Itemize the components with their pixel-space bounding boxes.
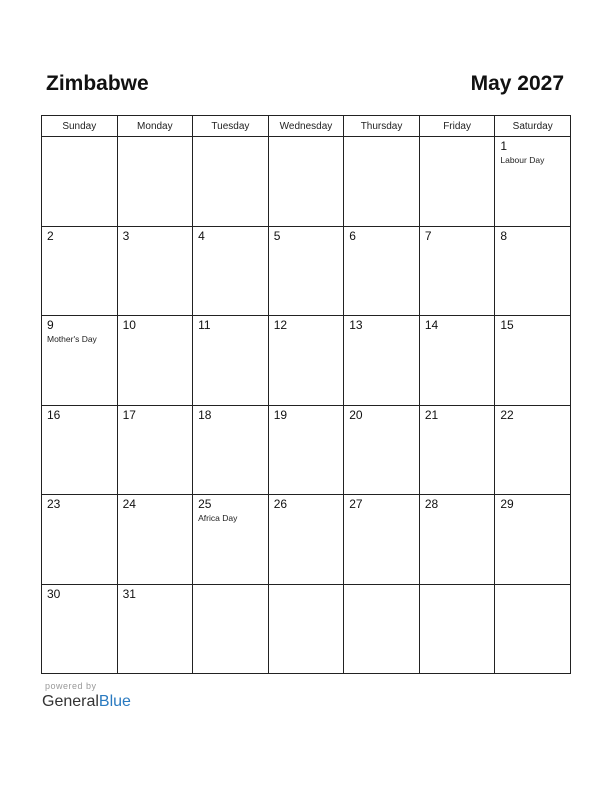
day-number: 17 [122, 407, 136, 422]
holiday-label [193, 243, 268, 245]
day-cell [495, 495, 571, 585]
holiday-label [420, 332, 495, 334]
day-cell [268, 495, 344, 585]
holiday-label [193, 588, 268, 590]
day-cell [268, 584, 344, 674]
day-number: 24 [122, 497, 136, 511]
day-cell [419, 495, 495, 585]
holiday-label [269, 332, 344, 334]
day-number: 13 [349, 318, 363, 332]
day-cell [42, 137, 118, 227]
holiday-label [42, 243, 117, 245]
holiday-label [118, 140, 193, 142]
weekday-header: Wednesday [268, 116, 344, 137]
holiday-label [269, 588, 344, 590]
holiday-label [344, 140, 419, 142]
logo-blue-text: Blue [98, 693, 131, 710]
weekday-header: Thursday [344, 116, 420, 137]
day-cell [42, 495, 118, 585]
day-number: 25 [198, 497, 212, 511]
day-cell [344, 405, 420, 495]
day-cell [344, 495, 420, 585]
day-cell [419, 316, 495, 406]
calendar-grid [41, 115, 571, 674]
weekday-header-row [42, 116, 571, 137]
day-cell [117, 316, 193, 406]
day-cell [495, 405, 571, 495]
day-number: 4 [198, 228, 205, 243]
day-cell [193, 584, 269, 674]
month-year-title: May 2027 [470, 72, 564, 95]
day-number: 23 [47, 497, 61, 511]
day-cell [193, 316, 269, 406]
holiday-label [42, 422, 117, 424]
day-number: 18 [198, 407, 212, 422]
week-row [42, 584, 571, 674]
day-cell [419, 226, 495, 316]
day-cell [117, 137, 193, 227]
week-row [42, 226, 571, 316]
holiday-label [193, 332, 268, 334]
holiday-label [420, 140, 495, 142]
weekday-header: Saturday [495, 116, 571, 137]
day-number: 28 [424, 497, 439, 511]
holiday-label [344, 332, 419, 334]
day-number: 30 [47, 586, 61, 601]
day-number: 27 [349, 497, 363, 511]
day-number: 20 [349, 407, 363, 422]
week-row [42, 137, 571, 227]
holiday-label [118, 332, 193, 334]
day-cell [344, 316, 420, 406]
holiday-label [344, 422, 419, 424]
day-number: 5 [273, 228, 281, 243]
holiday-label [118, 511, 193, 513]
holiday-label [495, 588, 570, 590]
holiday-label [42, 140, 117, 142]
logo-general-text: General [42, 693, 99, 710]
holiday-label [495, 332, 570, 334]
day-cell [495, 226, 571, 316]
day-cell [117, 495, 193, 585]
weekday-header: Friday [419, 116, 495, 137]
powered-by-label: powered by [45, 681, 97, 691]
holiday-label [269, 243, 344, 245]
day-number: 12 [273, 318, 288, 332]
weekday-header: Sunday [42, 116, 118, 137]
day-number: 1 [500, 139, 508, 153]
holiday-label [344, 511, 419, 513]
weekday-header: Tuesday [193, 116, 269, 137]
holiday-label [118, 601, 193, 603]
holiday-label [269, 511, 344, 513]
day-number: 7 [424, 228, 432, 243]
generalblue-brand[interactable] [42, 681, 131, 712]
holiday-label: Labour Day [500, 155, 545, 165]
holiday-label [495, 422, 570, 424]
holiday-label [420, 243, 495, 245]
holiday-label [420, 588, 495, 590]
holiday-label [269, 422, 344, 424]
day-cell [495, 584, 571, 674]
holiday-label: Africa Day [198, 513, 238, 523]
holiday-label [118, 243, 193, 245]
week-row [42, 495, 571, 585]
day-cell [117, 405, 193, 495]
holiday-label [193, 140, 268, 142]
day-cell [117, 226, 193, 316]
day-cell [495, 316, 571, 406]
day-number: 15 [500, 318, 514, 332]
day-cell [268, 226, 344, 316]
holiday-label [42, 601, 117, 603]
holiday-label: Mother's Day [47, 334, 97, 344]
day-cell [193, 137, 269, 227]
day-number: 16 [47, 407, 61, 422]
day-number: 21 [424, 407, 439, 422]
day-number: 6 [349, 228, 356, 243]
holiday-label [420, 422, 495, 424]
holiday-label [193, 422, 268, 424]
day-number: 3 [122, 228, 130, 243]
day-cell [42, 226, 118, 316]
day-cell [268, 137, 344, 227]
week-row [42, 316, 571, 406]
holiday-label [269, 140, 344, 142]
day-cell [268, 405, 344, 495]
holiday-label [42, 511, 117, 513]
day-cell [117, 584, 193, 674]
day-number: 31 [122, 586, 136, 601]
day-cell [268, 316, 344, 406]
holiday-label [344, 588, 419, 590]
day-cell [193, 226, 269, 316]
day-cell [42, 316, 118, 406]
day-number: 10 [122, 318, 136, 332]
day-number: 11 [198, 318, 211, 332]
day-cell [193, 495, 269, 585]
day-cell [419, 137, 495, 227]
day-number: 14 [424, 318, 439, 332]
day-cell [193, 405, 269, 495]
holiday-label [420, 511, 495, 513]
week-row [42, 405, 571, 495]
day-number: 8 [500, 228, 508, 243]
day-cell [495, 137, 571, 227]
day-cell [419, 405, 495, 495]
day-cell [42, 405, 118, 495]
generalblue-logo [42, 692, 131, 712]
day-cell [344, 584, 420, 674]
day-cell [419, 584, 495, 674]
day-number: 9 [47, 318, 54, 332]
day-cell [344, 137, 420, 227]
day-number: 2 [47, 228, 54, 243]
day-cell [42, 584, 118, 674]
holiday-label [344, 243, 419, 245]
holiday-label [495, 243, 570, 245]
day-number: 22 [500, 407, 514, 422]
day-number: 29 [500, 497, 514, 511]
holiday-label [118, 422, 193, 424]
holiday-label [495, 511, 570, 513]
day-number: 26 [273, 497, 288, 511]
day-cell [344, 226, 420, 316]
country-title: Zimbabwe [46, 72, 149, 95]
weekday-header: Monday [117, 116, 193, 137]
day-number: 19 [273, 407, 288, 422]
